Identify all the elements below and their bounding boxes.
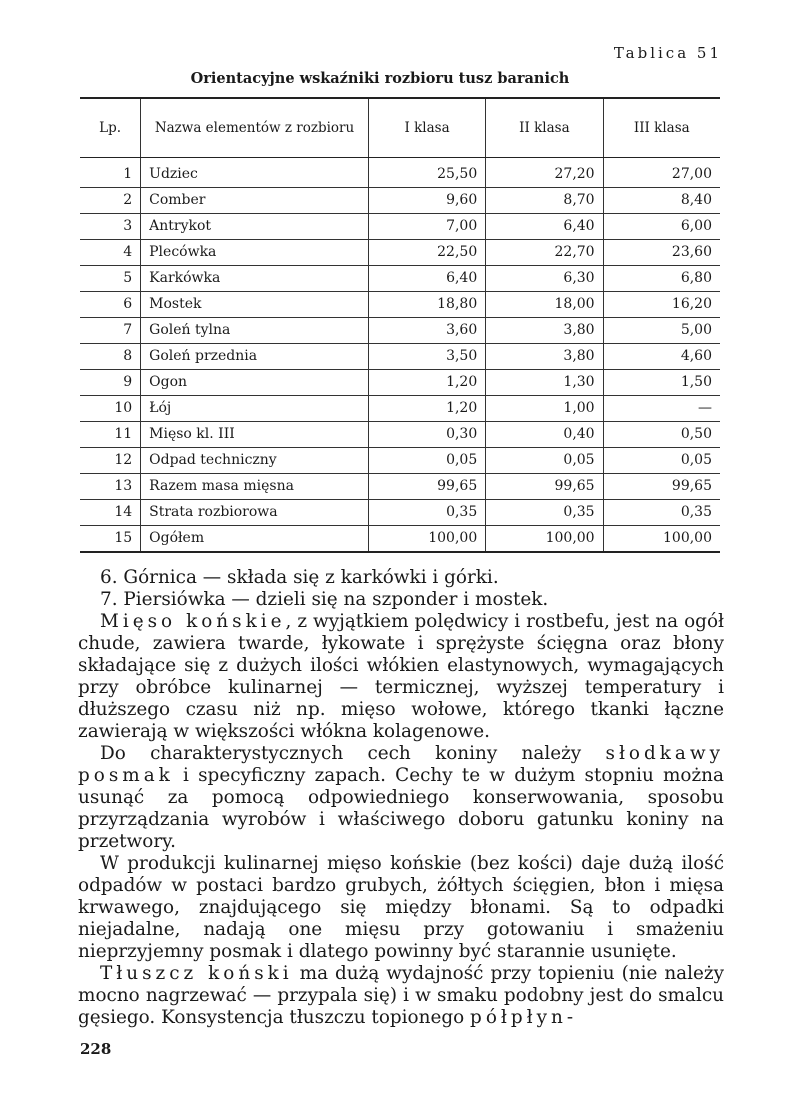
data-table	[80, 97, 720, 553]
cell-class-3: 4,60	[603, 344, 720, 370]
cell-class-2: 100,00	[486, 526, 603, 553]
cell-class-2: 0,40	[486, 422, 603, 448]
cell-class-3: 1,50	[603, 370, 720, 396]
cell-class-3: 6,00	[603, 214, 720, 240]
page-number: 228	[80, 1040, 112, 1058]
table-row	[80, 292, 720, 318]
cell-lp: 15	[80, 526, 141, 553]
cell-class-1: 1,20	[368, 396, 485, 422]
table-row	[80, 448, 720, 474]
cell-name: Goleń przednia	[141, 344, 369, 370]
cell-lp: 12	[80, 448, 141, 474]
cell-class-3: 16,20	[603, 292, 720, 318]
table-row	[80, 422, 720, 448]
cell-class-2: 8,70	[486, 188, 603, 214]
cell-class-1: 18,80	[368, 292, 485, 318]
cell-class-1: 25,50	[368, 158, 485, 188]
cell-class-3: 99,65	[603, 474, 720, 500]
cell-name: Razem masa mięsna	[141, 474, 369, 500]
cell-name: Goleń tylna	[141, 318, 369, 344]
table-row	[80, 240, 720, 266]
header-name: Nazwa elementów z rozbioru	[141, 98, 369, 158]
cell-lp: 6	[80, 292, 141, 318]
cell-name: Ogon	[141, 370, 369, 396]
cell-class-1: 6,40	[368, 266, 485, 292]
cell-class-2: 1,00	[486, 396, 603, 422]
cell-lp: 13	[80, 474, 141, 500]
cell-class-2: 0,05	[486, 448, 603, 474]
cell-class-3: 6,80	[603, 266, 720, 292]
cell-class-2: 3,80	[486, 318, 603, 344]
cell-lp: 9	[80, 370, 141, 396]
cell-class-1: 0,05	[368, 448, 485, 474]
cell-name: Ogółem	[141, 526, 369, 553]
cell-class-3: 100,00	[663, 530, 712, 546]
header-class-3: III klasa	[603, 98, 720, 158]
table-row	[80, 214, 720, 240]
cell-class-3: 0,35	[603, 500, 720, 526]
cell-class-2: 0,35	[486, 500, 603, 526]
cell-name: Comber	[141, 188, 369, 214]
cell-class-3: 5,00	[603, 318, 720, 344]
term-horse-meat: Mięso końskie	[100, 611, 286, 632]
cell-name: Mostek	[141, 292, 369, 318]
paragraph-characteristics	[78, 743, 724, 853]
cell-class-1: 7,00	[368, 214, 485, 240]
list-item-7: 7. Piersiówka — dzieli się na szponder i mostek.	[100, 589, 549, 610]
cell-class-2: 6,40	[486, 214, 603, 240]
paragraph-horse-meat-text: , z wyjątkiem polędwicy i rostbefu, jest na ogół chude, zawiera twarde, łykowate i sprężyste ścięgna oraz błony składające się z dużych ilości włókien elastynowych, wymagających przy obróbce kulinarnej — termicznej, wyższej temperatury i dłuższego czasu niż np. mięso wołowe, którego tkanki łączne zawierają w większości włókna kolagenowe.	[78, 611, 724, 742]
paragraph-characteristics-text: i specyficzny zapach. Cechy te w dużym stopniu można usunąć za pomocą odpowiedniego konserwowania, sposobu przyrządzania wyrobów i właściwego doboru gatunku koniny na przetwory.	[78, 765, 724, 852]
table-number: Tablica 51	[613, 44, 722, 62]
cell-class-1: 0,30	[368, 422, 485, 448]
table-row	[80, 158, 720, 188]
table-row	[80, 266, 720, 292]
table-row	[80, 474, 720, 500]
cell-class-1: 0,35	[368, 500, 485, 526]
cell-class-2: 6,30	[486, 266, 603, 292]
header-lp: Lp.	[80, 98, 141, 158]
term-sweet-taste: słodkawy posmak	[78, 743, 724, 786]
cell-class-3: 23,60	[603, 240, 720, 266]
cell-name: Łój	[141, 396, 369, 422]
table-row	[80, 344, 720, 370]
cell-lp: 4	[80, 240, 141, 266]
cell-name: Plecówka	[141, 240, 369, 266]
table-header-row	[80, 98, 720, 158]
cell-class-1: 100,00	[368, 526, 485, 553]
paragraph-production: W produkcji kulinarnej mięso końskie (bez kości) daje dużą ilość odpadów w postaci bardzo grubych, żółtych ścięgien, błon i mięsa krwawego, znajdującego się między błonami. Są to odpadki niejadalne, nadają one mięsu przy gotowaniu i smażeniu nieprzyjemny posmak i dlatego powinny być starannie usunięte.	[78, 853, 724, 962]
cell-class-3: 8,40	[603, 188, 720, 214]
cell-lp: 2	[80, 188, 141, 214]
table-row	[80, 500, 720, 526]
table-row	[80, 396, 720, 422]
cell-name: Mięso kl. III	[141, 422, 369, 448]
cell-lp: 14	[80, 500, 141, 526]
cell-class-1: 3,50	[368, 344, 485, 370]
table-row	[80, 188, 720, 214]
cell-name: Odpad techniczny	[141, 448, 369, 474]
body-text	[78, 567, 724, 1029]
cell-class-3: 0,05	[603, 448, 720, 474]
paragraph-horse-meat	[78, 611, 724, 743]
paragraph-horse-fat	[78, 963, 724, 1029]
cell-class-2: 3,80	[486, 344, 603, 370]
cell-name: Udziec	[141, 158, 369, 188]
cell-lp: 10	[80, 396, 141, 422]
cell-lp: 8	[80, 344, 141, 370]
cell-lp: 11	[80, 422, 141, 448]
paragraph-characteristics-intro: Do charakterystycznych cech koniny należy	[100, 743, 606, 764]
cell-class-3: 27,00	[603, 158, 720, 188]
cell-lp: 3	[80, 214, 141, 240]
table-title: Orientacyjne wskaźniki rozbioru tusz baranich	[190, 70, 570, 87]
term-horse-fat: Tłuszcz koński	[100, 963, 293, 984]
cell-name: Antrykot	[141, 214, 369, 240]
header-class-2: II klasa	[486, 98, 603, 158]
cell-lp: 7	[80, 318, 141, 344]
table-row	[80, 370, 720, 396]
cell-lp: 1	[80, 158, 141, 188]
table-row	[80, 318, 720, 344]
paragraph-horse-fat-text: ma dużą wydajność przy topieniu (nie należy mocno nagrzewać — przypala się) i w smaku podobny jest do smalcu gęsiego. Konsystencja tłuszczu topionego	[78, 963, 724, 1028]
cell-class-1: 9,60	[368, 188, 485, 214]
cell-class-1: 22,50	[368, 240, 485, 266]
header-class-1: I klasa	[368, 98, 485, 158]
cell-class-1: 99,65	[368, 474, 485, 500]
term-semi-liquid: półpłyn-	[470, 1007, 578, 1028]
cell-class-1: 1,20	[368, 370, 485, 396]
cell-name: Karkówka	[141, 266, 369, 292]
cell-class-2: 22,70	[486, 240, 603, 266]
cell-name: Strata rozbiorowa	[141, 500, 369, 526]
cell-class-2: 1,30	[486, 370, 603, 396]
cell-class-2: 99,65	[486, 474, 603, 500]
cell-lp: 5	[80, 266, 141, 292]
cell-class-2: 27,20	[486, 158, 603, 188]
table-row	[80, 526, 720, 553]
cell-class-2: 18,00	[486, 292, 603, 318]
cell-class-3: 0,50	[603, 422, 720, 448]
cell-class-3: —	[603, 396, 720, 422]
list-item-6: 6. Górnica — składa się z karkówki i górki.	[100, 567, 499, 588]
cell-class-1: 3,60	[368, 318, 485, 344]
